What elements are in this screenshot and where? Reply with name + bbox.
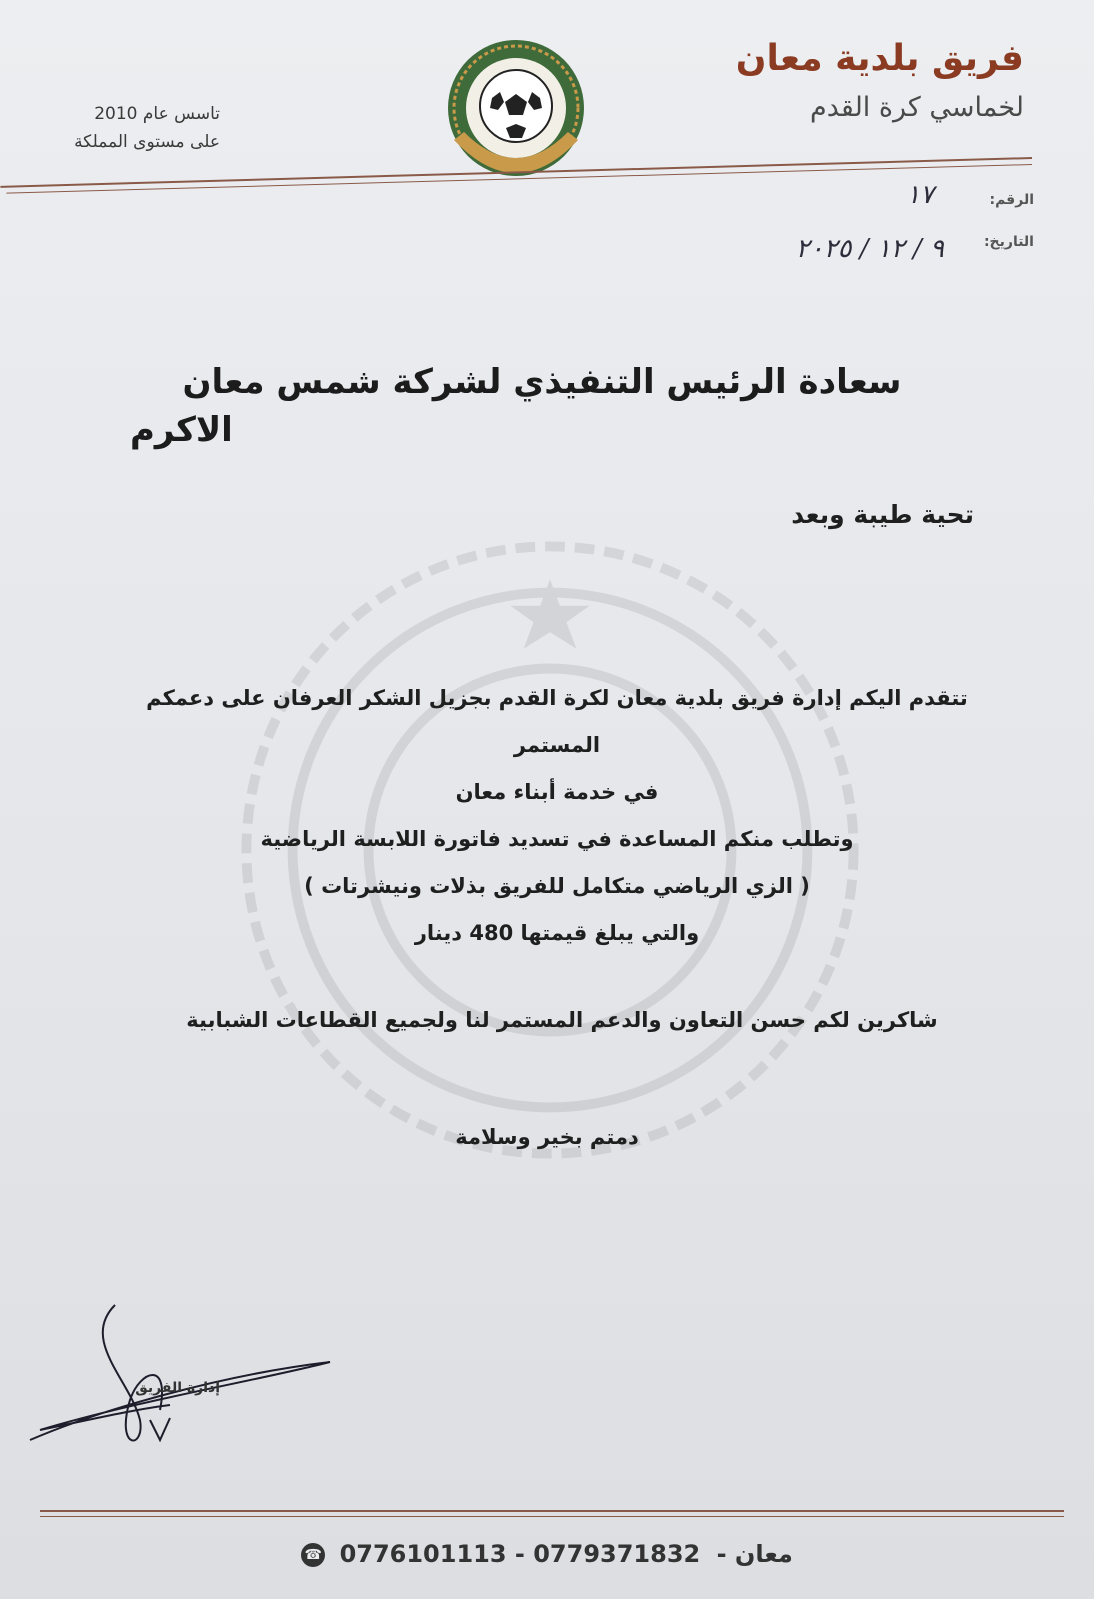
body-line-1: تتقدم اليكم إدارة فريق بلدية معان لكرة القدم بجزيل الشكر العرفان على دعمكم المستمر [146, 686, 968, 757]
team-name: فريق بلدية معان [735, 38, 1024, 79]
signature-mark [20, 1300, 350, 1480]
farewell: دمتم بخير وسلامة [455, 1125, 639, 1149]
recipient-line-2: الاكرم [130, 410, 233, 450]
founded-scope: على مستوى المملكة [74, 132, 220, 152]
footer-rule-bottom [40, 1516, 1064, 1517]
date-label: التاريخ: [983, 234, 1034, 250]
recipient-heading [130, 358, 954, 454]
number-label: الرقم: [989, 192, 1034, 208]
body-line-3: وتطلب منكم المساعدة في تسديد فاتورة اللابسة الرياضية [260, 827, 854, 851]
founded-info [20, 100, 220, 156]
footer-contact [0, 1540, 1094, 1568]
founded-year: تاسس عام 2010 [94, 104, 220, 124]
footer-city: معان - [716, 1540, 793, 1568]
team-subtitle: لخماسي كرة القدم [810, 92, 1024, 123]
signature-label: إدارة الفريق [135, 1380, 220, 1396]
greeting: تحية طيبة وبعد [791, 500, 974, 529]
body-line-5: والتي يبلغ قيمتها 480 دينار [414, 921, 700, 945]
recipient-line-1: سعادة الرئيس التنفيذي لشركة شمس معان [182, 362, 902, 402]
body-line-4: ( الزي الرياضي متكامل للفريق بذلات ونيشرتات ) [304, 874, 810, 898]
team-logo-icon [440, 36, 592, 188]
closing-thanks: شاكرين لكم حسن التعاون والدعم المستمر لنا ولجميع القطاعات الشبابية [186, 1008, 938, 1032]
footer-rule-top [40, 1510, 1064, 1512]
date-value: ٩ / ١٢ / ٢٠٢٥ [795, 234, 944, 264]
phone-icon: ☎ [301, 1543, 325, 1567]
body-line-2: في خدمة أبناء معان [455, 780, 659, 804]
letter-body [140, 675, 974, 957]
number-value: ١٧ [906, 180, 934, 210]
footer-phones: 0776101113 - 0779371832 [339, 1540, 701, 1568]
